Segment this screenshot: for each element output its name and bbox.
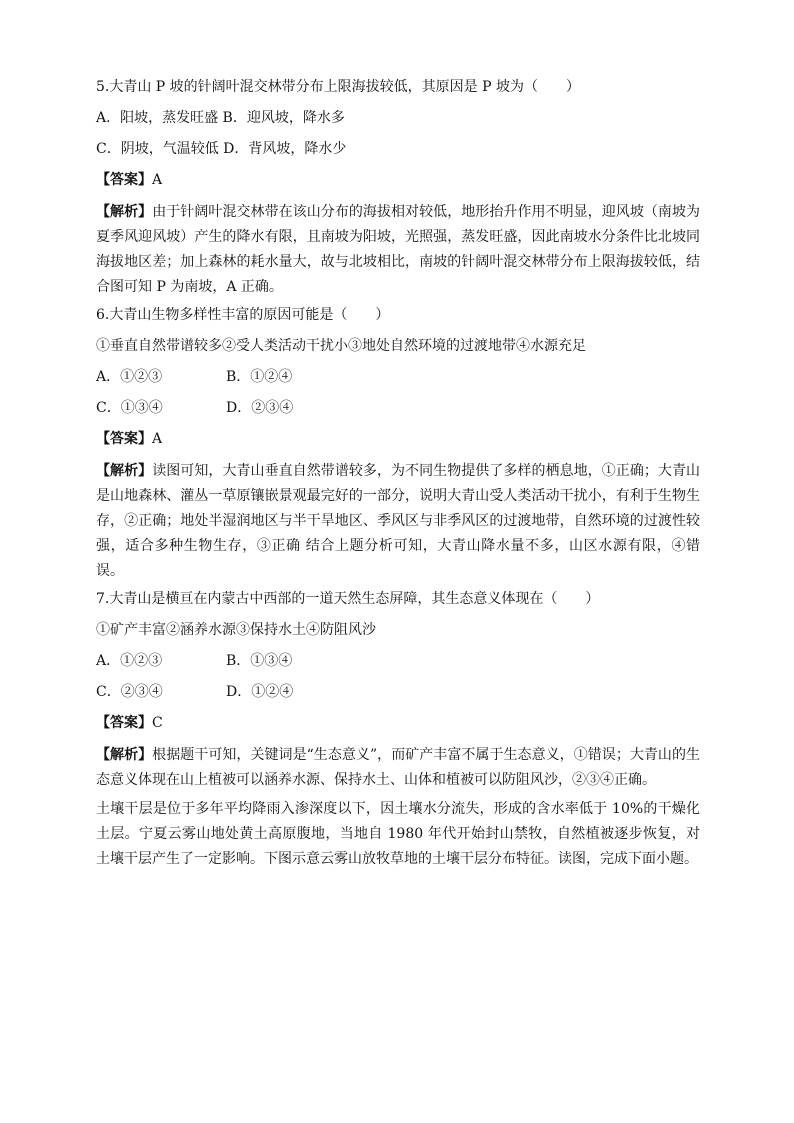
question-7-options-ab — [96, 650, 700, 672]
question-7-options-cd — [96, 681, 700, 703]
analysis-text: 根据题干可知，关键词是“生态意义”，而矿产丰富不属于生态意义，①错误；大青山的生态意义体现在山上植被可以涵养水源、保持水土、山体和植被可以防阻风沙，②③④正确。 — [96, 747, 701, 788]
answer-tag: 【答案】 — [96, 431, 152, 447]
question-6-options-ab — [96, 366, 700, 388]
option-c: C．①③④ — [96, 400, 163, 416]
option-d: D．①②④ — [226, 684, 294, 700]
question-6-analysis — [96, 459, 700, 584]
question-5-answer — [96, 169, 700, 191]
question-7-items: ①矿产丰富②涵养水源③保持水土④防阻风沙 — [96, 622, 376, 638]
question-7-stem: 7.大青山是横亘在内蒙古中西部的一道天然生态屏障，其生态意义体现在（ ） — [96, 591, 600, 607]
option-d: D．②③④ — [226, 400, 294, 416]
question-6-answer — [96, 428, 700, 450]
option-b: B．①②④ — [226, 369, 293, 385]
analysis-tag: 【解析】 — [96, 204, 153, 220]
analysis-tag: 【解析】 — [96, 463, 153, 479]
analysis-text: 读图可知，大青山垂直自然带谱较多，为不同生物提供了多样的栖息地，①正确；大青山是山地森林、灌丛一草原镶嵌景观最完好的一部分，说明大青山受人类活动干扰小，有利于生物生存，②正确；地处半湿润地区与半干旱地区、季风区与非季风区的过渡地带，自然环境的过渡性较强，适合多种生物生存，③正确 结合上题分析可知，大青山降水量不多，山区水源有限，④错误。 — [96, 463, 701, 579]
option-a: A．①②③ — [96, 369, 163, 385]
question-5-options-cd: C．阴坡，气温较低 D．背风坡，降水少 — [96, 141, 347, 157]
analysis-text: 由于针阔叶混交林带在该山分布的海拔相对较低，地形抬升作用不明显，迎风坡（南坡为夏季风迎风坡）产生的降水有限，且南坡为阳坡，光照强，蒸发旺盛，因此南坡水分条件比北坡同海拔地区差；加上森林的耗水量大，故与北坡相比，南坡的针阔叶混交林带分布上限海拔较低，结合图可知 P 为南坡，A 正确。 — [96, 204, 701, 295]
option-c: C．②③④ — [96, 684, 163, 700]
answer-tag: 【答案】 — [96, 715, 152, 731]
question-6-stem: 6.大青山生物多样性丰富的原因可能是（ ） — [96, 307, 390, 323]
question-5-stem: 5.大青山 P 坡的针阔叶混交林带分布上限海拔较低，其原因是 P 坡为（ ） — [96, 79, 580, 95]
question-5-analysis — [96, 200, 700, 300]
question-6-options-cd — [96, 397, 700, 419]
question-7-answer — [96, 712, 700, 734]
answer-value: A — [152, 431, 163, 447]
analysis-tag: 【解析】 — [96, 747, 153, 763]
question-5-options-ab: A．阳坡，蒸发旺盛 B．迎风坡，降水多 — [96, 110, 345, 126]
question-6-items: ①垂直自然带谱较多②受人类活动干扰小③地处自然环境的过渡地带④水源充足 — [96, 338, 586, 354]
question-7-analysis — [96, 743, 700, 793]
option-b: B．①③④ — [226, 653, 293, 669]
answer-value: A — [152, 172, 163, 188]
option-a: A．①②③ — [96, 653, 163, 669]
answer-tag: 【答案】 — [96, 172, 152, 188]
document-content — [96, 76, 700, 876]
passage-intro: 土壤干层是位于多年平均降雨入渗深度以下，因土壤水分流失，形成的含水率低于 10%的干燥化土层。宁夏云雾山地处黄土高原腹地，当地自 1980 年代开始封山禁牧，自然植被逐步恢复，对土壤干层产生了一定影响。下图示意云雾山放牧草地的土壤干层分布特征。读图，完成下面小题。 — [96, 801, 700, 867]
answer-value: C — [152, 715, 163, 731]
